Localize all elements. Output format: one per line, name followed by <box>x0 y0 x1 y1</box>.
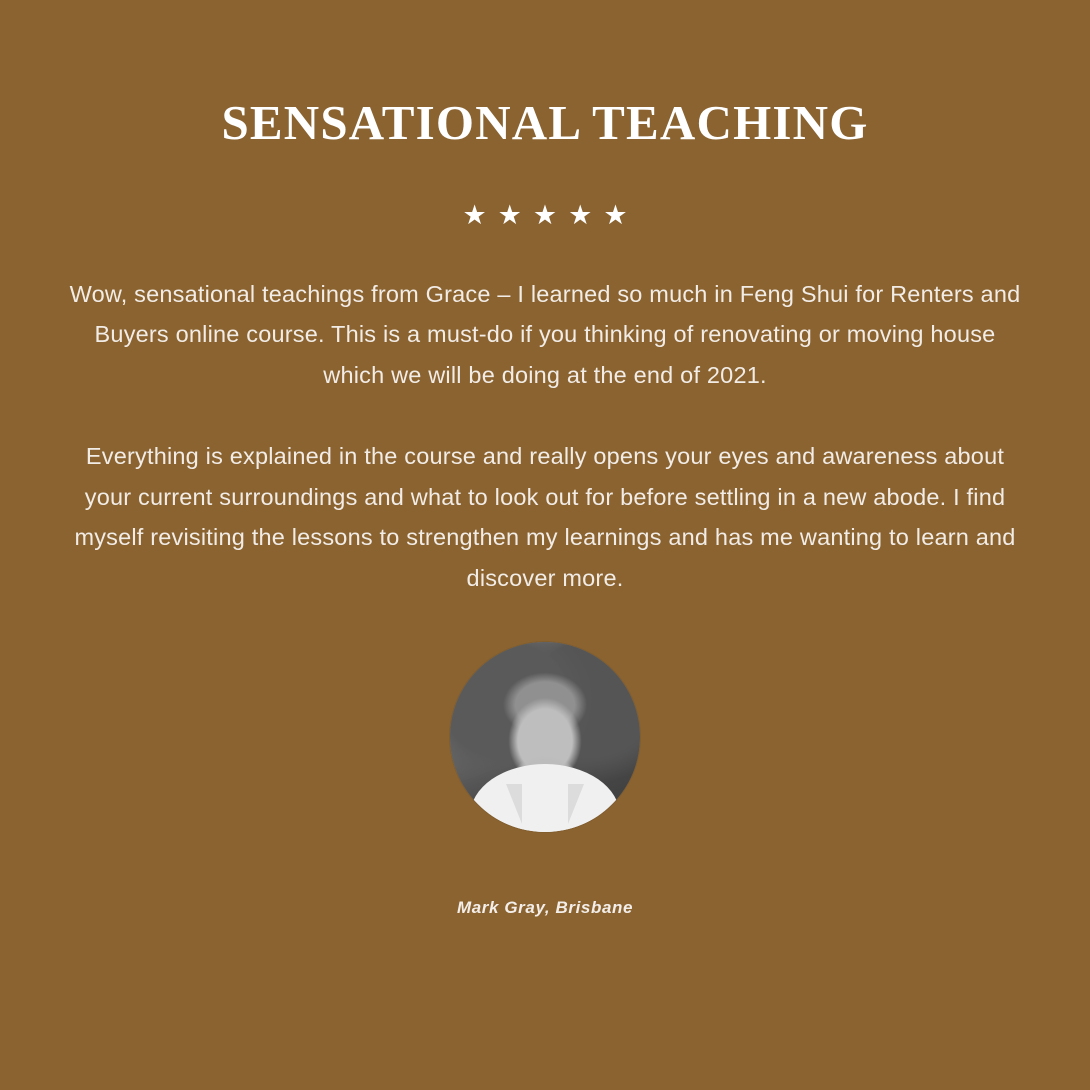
star-rating <box>462 199 628 230</box>
star-icon: ★ <box>603 199 628 230</box>
star-icon: ★ <box>532 199 558 230</box>
testimonial-paragraph: Everything is explained in the course and really opens your eyes and awareness about your current surroundings and what to look out for before settling in a new abode. I find myself revisiting the lessons to strengthen my learnings and has me wanting to learn and discover more. <box>74 443 1016 591</box>
star-icon: ★ <box>568 199 593 230</box>
attribution: Mark Gray, Brisbane <box>456 898 634 918</box>
testimonial-body <box>69 274 1021 599</box>
avatar-collar-left <box>506 784 522 824</box>
testimonial-paragraph: Wow, sensational teachings from Grace – I learned so much in Feng Shui for Renters and Buyers online course. This is a must-do if you thinking of renovating or moving house which we will be doing at the end of 2021. <box>69 280 1021 388</box>
avatar <box>450 642 640 832</box>
avatar-collar-right <box>568 784 584 824</box>
star-icon: ★ <box>497 199 522 230</box>
page-title: SENSATIONAL TEACHING <box>221 95 869 150</box>
star-icon: ★ <box>462 199 487 230</box>
